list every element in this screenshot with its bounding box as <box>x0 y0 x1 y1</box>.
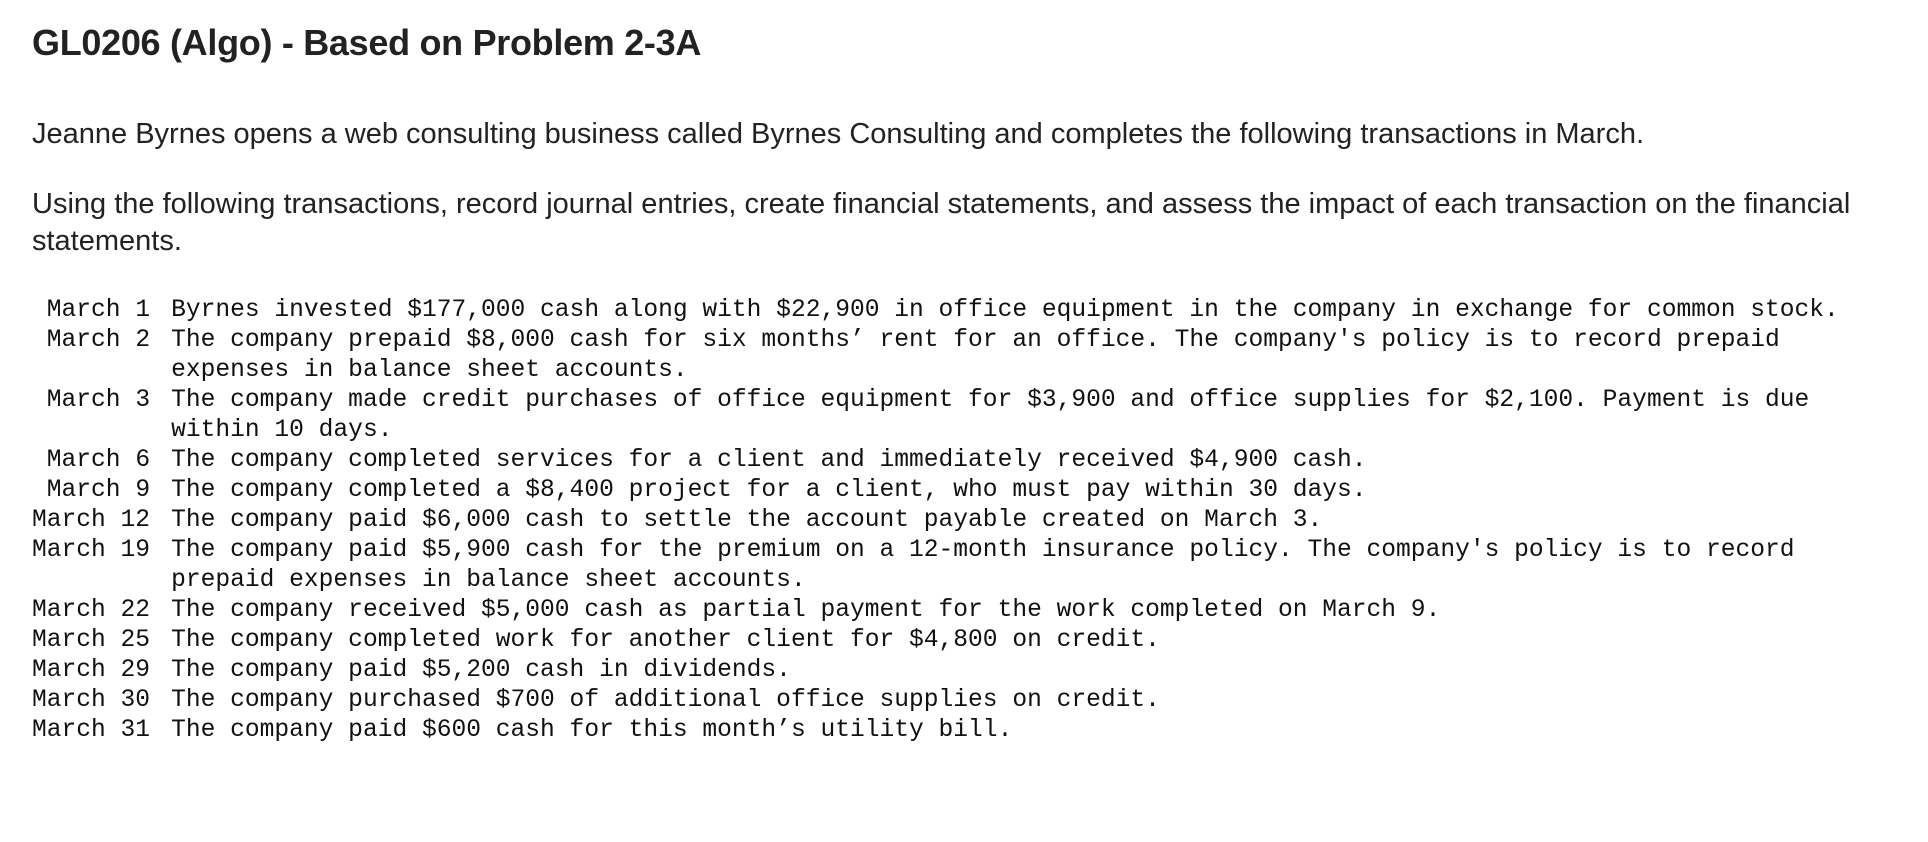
transaction-row <box>32 596 1902 626</box>
transaction-date: March 12 <box>32 507 151 534</box>
transaction-date: March 3 <box>46 387 151 414</box>
transaction-description: The company purchased $700 of additional office supplies on credit. <box>171 687 1160 714</box>
transaction-description: The company paid $5,900 cash for the premium on a 12-month insurance policy. The company's policy is to record prepaid expenses in balance sheet accounts. <box>171 537 1795 594</box>
transaction-description: The company prepaid $8,000 cash for six months’ rent for an office. The company's policy is to record prepaid expenses in balance sheet accounts. <box>171 327 1780 384</box>
transaction-date: March 6 <box>46 447 151 474</box>
transaction-date: March 31 <box>32 717 151 744</box>
transaction-row <box>32 296 1902 326</box>
transaction-description: The company paid $5,200 cash in dividends. <box>171 657 791 684</box>
intro-paragraph: Jeanne Byrnes opens a web consulting business called Byrnes Consulting and completes the following transactions in March. <box>32 118 1645 150</box>
transaction-date: March 1 <box>46 297 151 324</box>
transactions-table <box>32 296 1902 746</box>
transaction-date: March 19 <box>32 537 151 564</box>
transaction-description: The company paid $6,000 cash to settle the account payable created on March 3. <box>171 507 1323 534</box>
transaction-description: The company completed work for another client for $4,800 on credit. <box>171 627 1160 654</box>
transaction-description: Byrnes invested $177,000 cash along with $22,900 in office equipment in the company in exchange for common stock. <box>171 297 1839 324</box>
transaction-row <box>32 716 1902 746</box>
transaction-row <box>32 326 1902 386</box>
instructions-paragraph: Using the following transactions, record journal entries, create financial statements, and assess the impact of each transaction on the financial statements. <box>32 188 1851 257</box>
problem-page <box>32 18 1902 746</box>
transaction-date: March 30 <box>32 687 151 714</box>
transaction-date: March 2 <box>46 327 151 354</box>
transaction-date: March 9 <box>46 477 151 504</box>
transaction-date: March 25 <box>32 627 151 654</box>
transaction-description: The company paid $600 cash for this month’s utility bill. <box>171 717 1013 744</box>
transaction-description: The company made credit purchases of office equipment for $3,900 and office supplies for $2,100. Payment is due within 10 days. <box>171 387 1810 444</box>
transaction-description: The company completed a $8,400 project for a client, who must pay within 30 days. <box>171 477 1367 504</box>
transaction-row <box>32 686 1902 716</box>
transaction-date: March 29 <box>32 657 151 684</box>
transaction-row <box>32 536 1902 596</box>
transaction-row <box>32 656 1902 686</box>
transaction-date: March 22 <box>32 597 151 624</box>
transaction-row <box>32 626 1902 656</box>
transaction-row <box>32 506 1902 536</box>
problem-title: GL0206 (Algo) - Based on Problem 2-3A <box>32 22 702 63</box>
transaction-description: The company received $5,000 cash as partial payment for the work completed on March 9. <box>171 597 1441 624</box>
transaction-row <box>32 386 1902 446</box>
transaction-description: The company completed services for a client and immediately received $4,900 cash. <box>171 447 1367 474</box>
transaction-row <box>32 476 1902 506</box>
transaction-row <box>32 446 1902 476</box>
